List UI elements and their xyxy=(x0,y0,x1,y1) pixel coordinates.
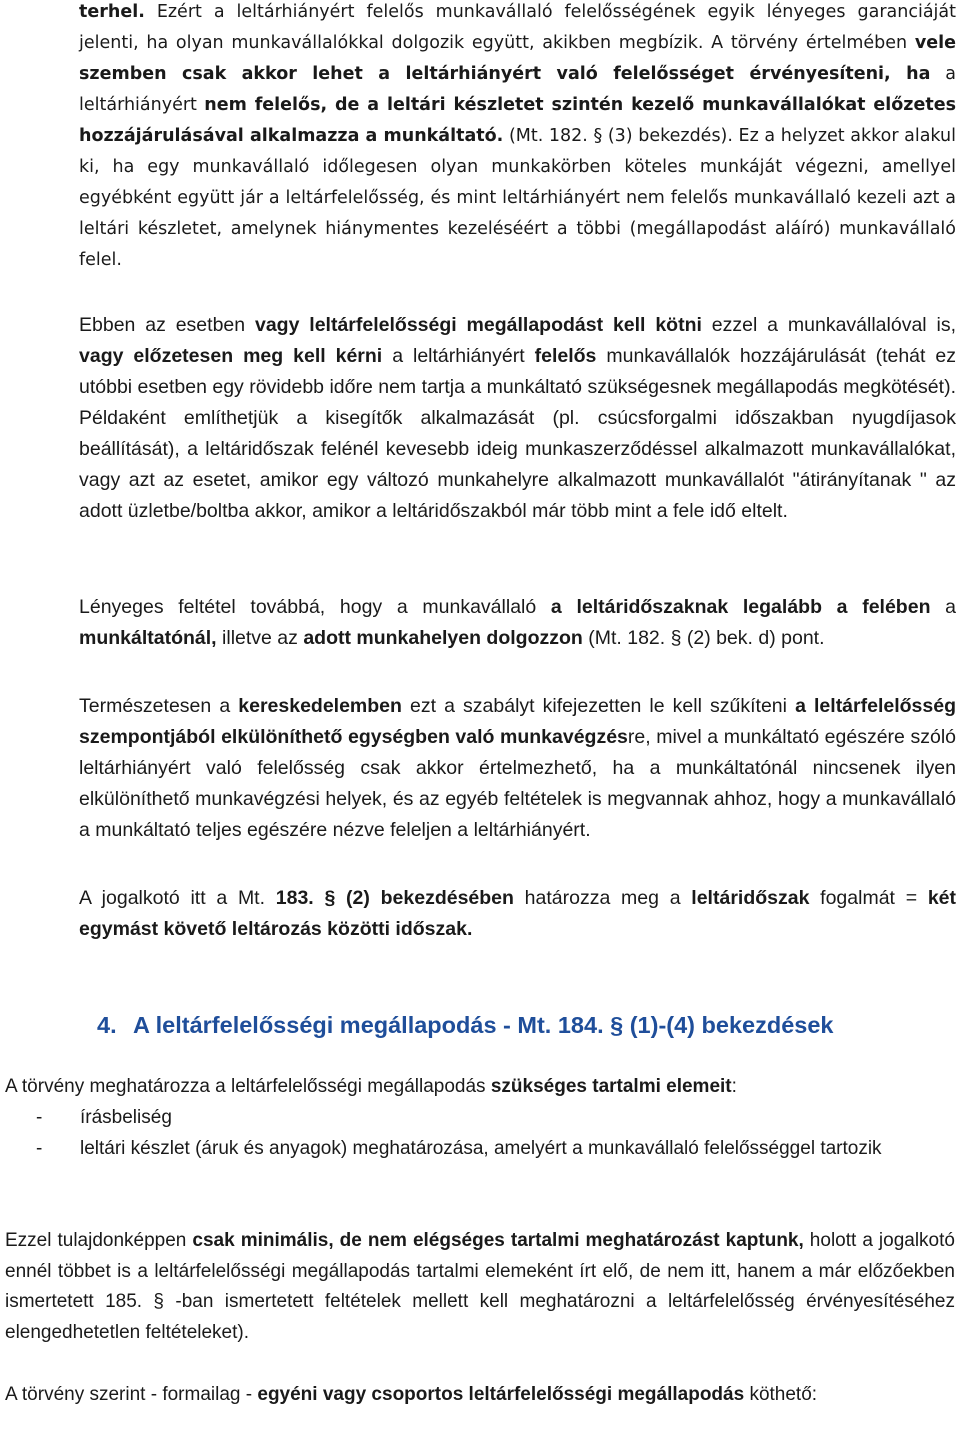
text-run: határozza meg a xyxy=(513,887,692,909)
bold-run: adott munkahelyen dolgozzon xyxy=(303,627,583,649)
bold-run: § (2) bekezdésében xyxy=(324,887,514,909)
section-heading xyxy=(97,1008,927,1042)
text-run: illetve az xyxy=(216,627,304,649)
bold-run: terhel. xyxy=(79,2,145,22)
text-run: ezzel a munkavállalóval is, xyxy=(701,314,956,336)
text-run: Lényeges feltétel továbbá, hogy a munkavállaló xyxy=(79,596,551,618)
bold-run: vagy leltárfelelősségi megállapodást kell kötni xyxy=(254,314,702,336)
requirements-list xyxy=(5,1103,955,1164)
bold-run: csak minimális, de nem elégséges tartalmi meghatározást kaptunk, xyxy=(192,1230,804,1251)
text-run: A törvény szerint - formailag - xyxy=(5,1384,258,1405)
bold-run: leltáridőszak xyxy=(691,887,810,909)
text-run: (Mt. 182. § (2) bek. d) pont. xyxy=(582,627,825,649)
paragraph-6 xyxy=(5,1072,955,1103)
bold-run: a leltáridőszaknak legalább a felében xyxy=(550,596,931,618)
text-run: Természetesen a xyxy=(79,695,239,717)
bold-run: vele szemben csak akkor lehet a leltárhiányért való felelősséget érvényesíteni, ha xyxy=(79,33,956,84)
text-run: : xyxy=(731,1076,737,1097)
section-title: A leltárfelelősségi megállapodás - Mt. 184. § (1)-(4) bekezdések xyxy=(133,1012,834,1038)
text-run: Ezzel tulajdonképpen xyxy=(5,1230,193,1251)
paragraph-2 xyxy=(79,310,956,527)
paragraph-3 xyxy=(79,592,956,654)
list-dash: - xyxy=(36,1137,43,1159)
bold-run: munkáltatónál, xyxy=(79,627,217,649)
paragraph-7 xyxy=(5,1226,955,1348)
list-item xyxy=(5,1134,955,1165)
text-run: re, mivel a munkáltató egészére szóló leltárhiányért való felelősség csak akkor értelmezhető, ha a munkáltatónál nincsenek ilyen elkülöníthető munkavégzési helyek, és az egyéb feltételek is megvannak ahhoz, hogy a munkavállaló a munkáltató teljes egészére nézve feleljen a leltárhiányért. xyxy=(79,726,956,841)
bold-run: nem felelős, de a leltári készletet szintén kezelő munkavállalókat előzetes hozzájárulásával alkalmazza a munkáltató. xyxy=(79,95,956,146)
text-run: A törvény meghatározza a leltárfelelősségi megállapodás xyxy=(5,1076,491,1097)
text-run: a xyxy=(930,596,957,618)
text-run xyxy=(314,887,325,909)
text-run: Ebben az esetben xyxy=(79,314,255,336)
text-run: ezt a szabályt kifejezetten le kell szűkíteni xyxy=(401,695,796,717)
text-run: (Mt. 182. § (3) bekezdés). Ez a helyzet akkor alakul ki, ha egy munkavállaló időlegesen olyan munkakörben köteles munkáját végezni, amellyel egyébként együtt jár a leltárfelelősség, és mint leltárhiányért nem felelős munkavállaló kezeli azt a leltári készletet, amelynek hiánymentes kezeléséért a többi (megállapodást aláíró) munkavállaló felel. xyxy=(79,126,956,270)
text-run: holott a jogalkotó ennél többet is a leltárfelelősségi megállapodás tartalmi elemeként írt elő, de nem itt, hanem a már előzőekben ismertetett 185. § -ban ismertetett feltételek mellett kell meghatározni a leltárfelelősség érvényesítéséhez elengedhetetlen feltételeket). xyxy=(5,1230,955,1343)
text-run: a leltárhiányért xyxy=(79,64,956,115)
text-run: a leltárhiányért xyxy=(382,345,535,367)
paragraph-8 xyxy=(5,1380,955,1411)
section-number: 4. xyxy=(97,1012,117,1038)
paragraph-4 xyxy=(79,691,956,846)
bold-run: egyéni vagy csoportos leltárfelelősségi megállapodás xyxy=(257,1384,745,1405)
paragraph-5 xyxy=(79,883,956,945)
text-run: köthető: xyxy=(744,1384,818,1405)
text-run: fogalmát = xyxy=(809,887,928,909)
bold-run: a leltárfelelősség szempontjából elkülöníthető egységben való munkavégzés xyxy=(79,695,956,748)
bold-run: vagy előzetesen meg kell kérni xyxy=(79,345,383,367)
text-run: A jogalkotó itt a Mt. xyxy=(79,887,276,909)
bold-run: felelős xyxy=(534,345,597,367)
text-run: munkavállalók hozzájárulását (tehát ez utóbbi esetben egy rövidebb időre nem tartja a munkáltató szükségesnek megállapodás megkötését). Példaként említhetjük a kisegítők alkalmazását (pl. csúcsforgalmi időszakban nyugdíjasok beállítását), a leltáridőszak felénél kevesebb ideig munkaszerződéssel alkalmazott munkavállalókat, vagy azt az esetet, amikor egy változó munkahelyre alkalmazott munkavállalót "átirányítanak " az adott üzletbe/boltba akkor, amikor a leltáridőszakból már több mint a fele idő eltelt. xyxy=(79,345,956,522)
bold-run: szükséges tartalmi elemeit xyxy=(490,1076,732,1097)
list-item-text: leltári készlet (áruk és anyagok) meghatározása, amelyért a munkavállaló felelősséggel tartozik xyxy=(80,1137,882,1159)
list-item-text: írásbeliség xyxy=(80,1107,172,1128)
text-run: Ezért a leltárhiányért felelős munkavállaló felelősségének egyik lényeges garanciáját jelenti, ha olyan munkavállalókkal dolgozik együtt, akikben megbízik. A törvény értelmében xyxy=(79,2,956,53)
bold-run: két egymást követő leltározás közötti időszak. xyxy=(79,887,957,940)
list-item xyxy=(5,1103,955,1134)
list-dash: - xyxy=(36,1107,43,1128)
bold-run: kereskedelemben xyxy=(238,695,402,717)
bold-run: 183. xyxy=(275,887,314,909)
paragraph-1 xyxy=(79,0,956,276)
